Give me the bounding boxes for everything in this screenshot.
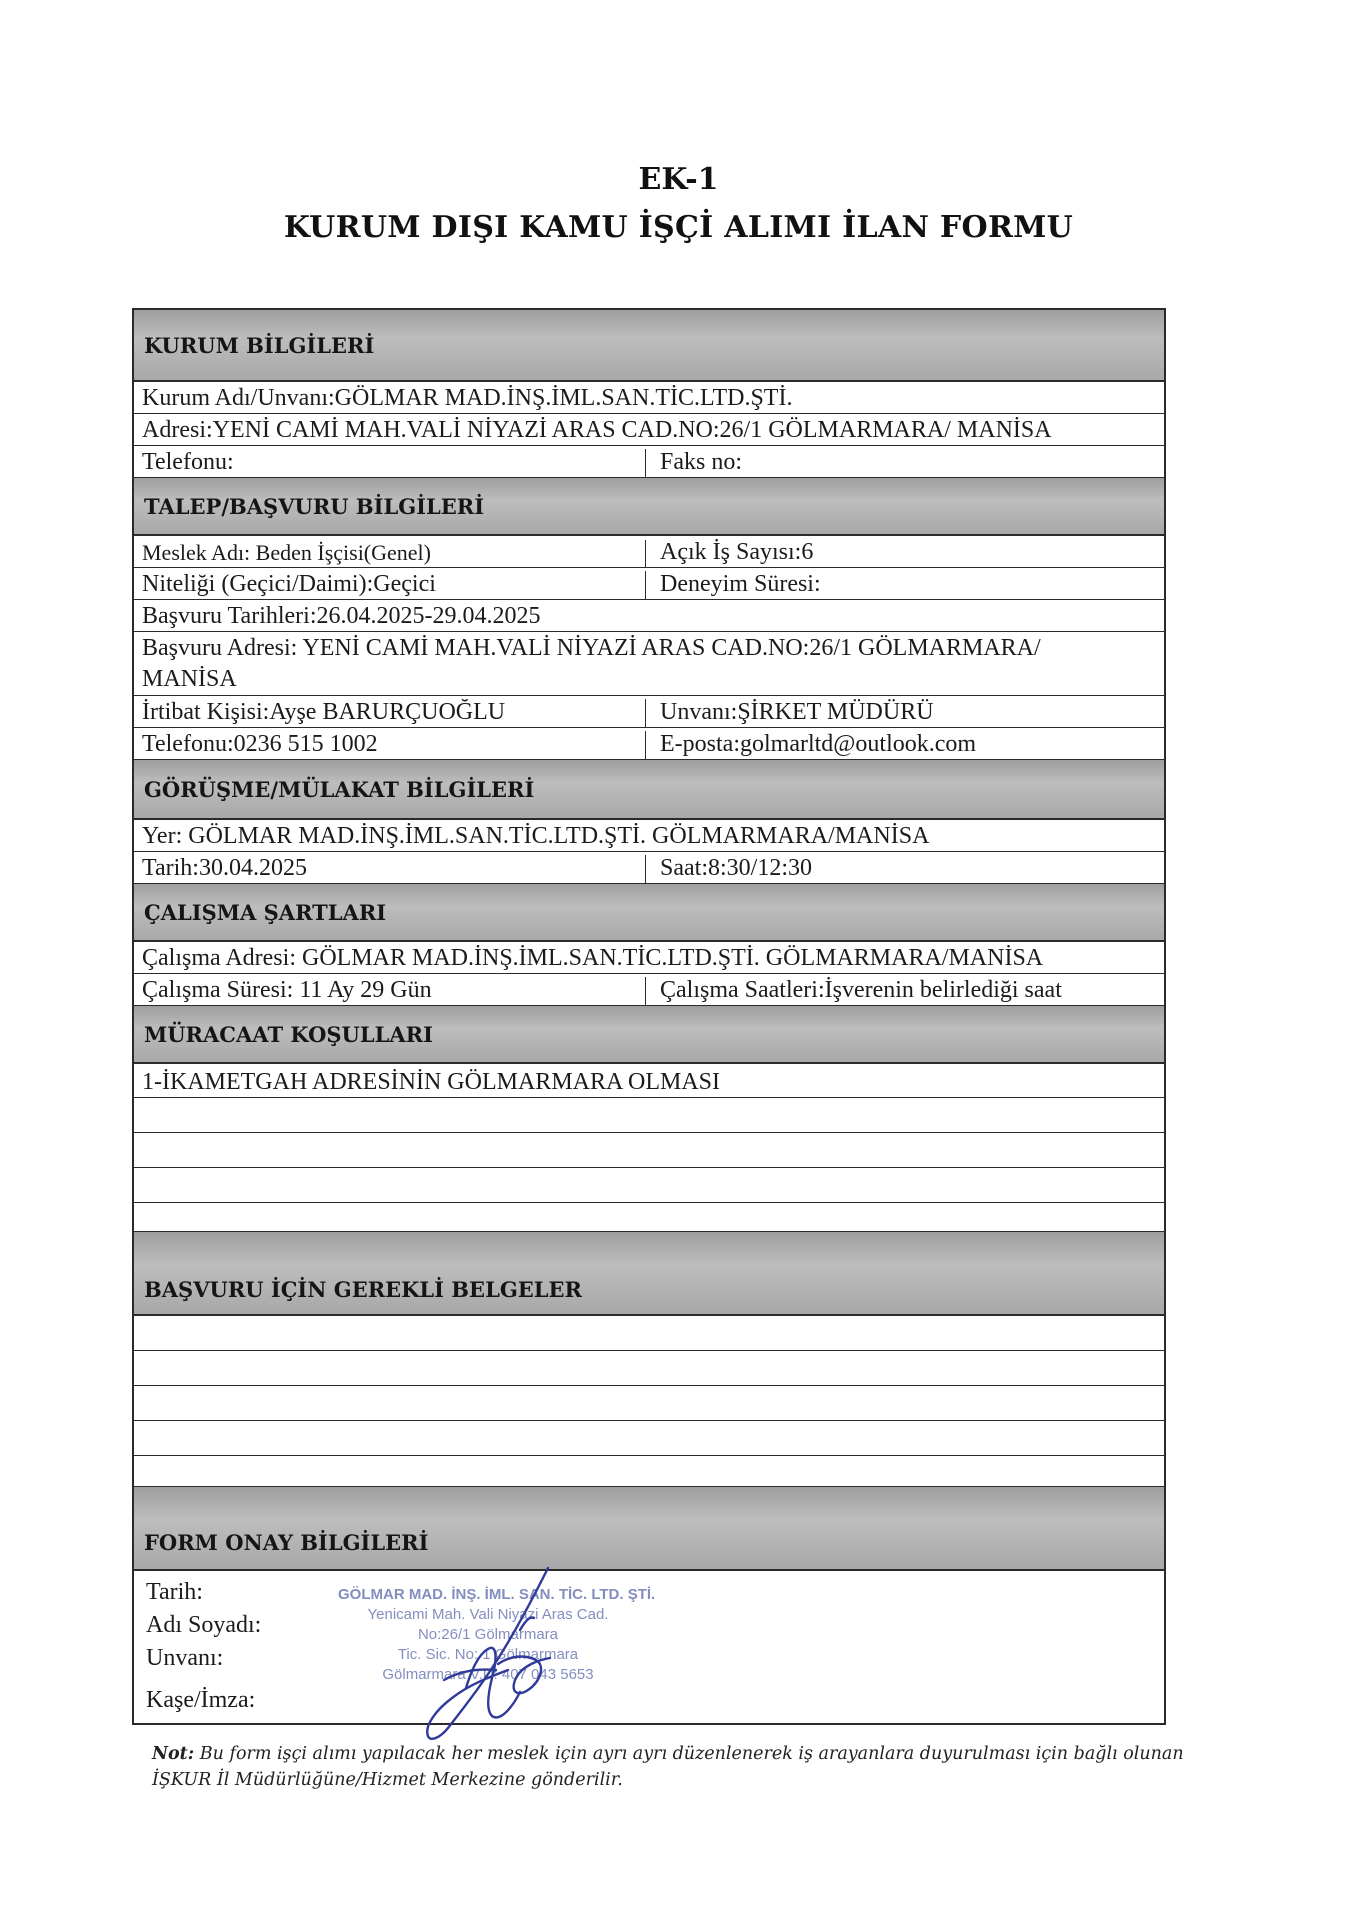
work-hours: Çalışma Saatleri:İşverenin belirlediği saat	[660, 977, 1062, 1003]
institution-contact-row	[134, 446, 1164, 478]
section-request-heading: TALEP/BAŞVURU BİLGİLERİ	[134, 478, 1164, 536]
note-label: Not:	[152, 1744, 195, 1764]
approval-date-label: Tarih:	[146, 1579, 203, 1605]
request-profession-row	[134, 536, 1164, 568]
application-dates: Başvuru Tarihleri:26.04.2025-29.04.2025	[142, 603, 541, 629]
work-address-row	[134, 942, 1164, 974]
interview-place-row	[134, 820, 1164, 852]
institution-address-row	[134, 414, 1164, 446]
note-text: Bu form işçi alımı yapılacak her meslek için ayrı ayrı düzenlenerek iş arayanlara duyurulması için bağlı olunan İŞKUR İl Müdürlüğüne/Hizmet Merkezine gönderilir.	[152, 1744, 1184, 1790]
open-positions: Açık İş Sayısı:6	[660, 539, 814, 565]
stamp-line: Tic. Sic. No: 1 Gölmarmara	[397, 1646, 579, 1663]
institution-fax: Faks no:	[660, 449, 743, 475]
request-contact-row	[134, 696, 1164, 728]
approval-name-label: Adı Soyadı:	[146, 1612, 262, 1638]
request-nature-row	[134, 568, 1164, 600]
section-institution-heading: KURUM BİLGİLERİ	[134, 310, 1164, 382]
interview-date: Tarih:30.04.2025	[134, 855, 646, 883]
footer-note	[152, 1741, 1192, 1793]
institution-phone: Telefonu:	[134, 449, 646, 477]
document-empty-row	[134, 1351, 1164, 1386]
contact-title: Unvanı:ŞİRKET MÜDÜRÜ	[660, 699, 934, 725]
job-nature: Niteliği (Geçici/Daimi):Geçici	[134, 571, 646, 599]
section-work-conditions-heading: ÇALIŞMA ŞARTLARI	[134, 884, 1164, 942]
section-required-documents-heading: BAŞVURU İÇİN GEREKLİ BELGELER	[134, 1232, 1164, 1316]
work-duration: Çalışma Süresi: 11 Ay 29 Gün	[134, 977, 646, 1005]
condition-item-1: 1-İKAMETGAH ADRESİNİN GÖLMARMARA OLMASI	[142, 1069, 721, 1095]
work-duration-row	[134, 974, 1164, 1006]
form-title: KURUM DIŞI KAMU İŞÇİ ALIMI İLAN FORMU	[283, 210, 1074, 245]
stamp-line: GÖLMAR MAD. İNŞ. İML. SAN. TİC. LTD. ŞTİ.	[338, 1586, 656, 1603]
contact-person: İrtibat Kişisi:Ayşe BARURÇUOĞLU	[134, 699, 646, 727]
application-form	[132, 308, 1166, 1725]
approval-stamp-label: Kaşe/İmza:	[146, 1687, 256, 1713]
request-phone-row	[134, 728, 1164, 760]
institution-name: Kurum Adı/Unvanı:GÖLMAR MAD.İNŞ.İML.SAN.TİC.LTD.ŞTİ.	[142, 385, 793, 411]
condition-empty-row	[134, 1203, 1164, 1232]
condition-empty-row	[134, 1168, 1164, 1203]
interview-place: Yer: GÖLMAR MAD.İNŞ.İML.SAN.TİC.LTD.ŞTİ. GÖLMARMARA/MANİSA	[142, 823, 930, 849]
approval-title-label: Unvanı:	[146, 1645, 224, 1671]
stamp-line: Gölmarmara V.D: 407 043 5653	[382, 1666, 594, 1683]
stamp-line: Yenicami Mah. Vali Niyazi Aras Cad.	[367, 1606, 609, 1623]
document-empty-row	[134, 1456, 1164, 1487]
profession-name: Meslek Adı: Beden İşçisi(Genel)	[134, 540, 646, 567]
document-empty-row	[134, 1386, 1164, 1421]
form-code: EK-1	[638, 162, 719, 197]
application-address-line1: Başvuru Adresi: YENİ CAMİ MAH.VALİ NİYAZİ ARAS CAD.NO:26/1 GÖLMARMARA/	[142, 635, 1041, 661]
interview-time: Saat:8:30/12:30	[660, 855, 812, 881]
section-application-conditions-heading: MÜRACAAT KOŞULLARI	[134, 1006, 1164, 1064]
work-address: Çalışma Adresi: GÖLMAR MAD.İNŞ.İML.SAN.TİC.LTD.ŞTİ. GÖLMARMARA/MANİSA	[142, 945, 1044, 971]
experience-duration: Deneyim Süresi:	[660, 571, 821, 597]
section-form-approval-heading: FORM ONAY BİLGİLERİ	[134, 1487, 1164, 1571]
condition-row	[134, 1064, 1164, 1098]
institution-address: Adresi:YENİ CAMİ MAH.VALİ NİYAZİ ARAS CAD.NO:26/1 GÖLMARMARA/ MANİSA	[142, 417, 1052, 443]
contact-email: E-posta:golmarltd@outlook.com	[660, 731, 977, 757]
request-address-row	[134, 632, 1164, 696]
application-address-line2: MANİSA	[142, 666, 237, 692]
section-interview-heading: GÖRÜŞME/MÜLAKAT BİLGİLERİ	[134, 760, 1164, 820]
document-empty-row	[134, 1316, 1164, 1351]
contact-phone: Telefonu:0236 515 1002	[134, 731, 646, 759]
request-dates-row	[134, 600, 1164, 632]
condition-empty-row	[134, 1098, 1164, 1133]
institution-name-row	[134, 382, 1164, 414]
stamp-line: No:26/1 Gölmarmara	[417, 1626, 559, 1643]
handwritten-signature	[400, 1560, 570, 1745]
document-empty-row	[134, 1421, 1164, 1456]
condition-empty-row	[134, 1133, 1164, 1168]
interview-date-row	[134, 852, 1164, 884]
